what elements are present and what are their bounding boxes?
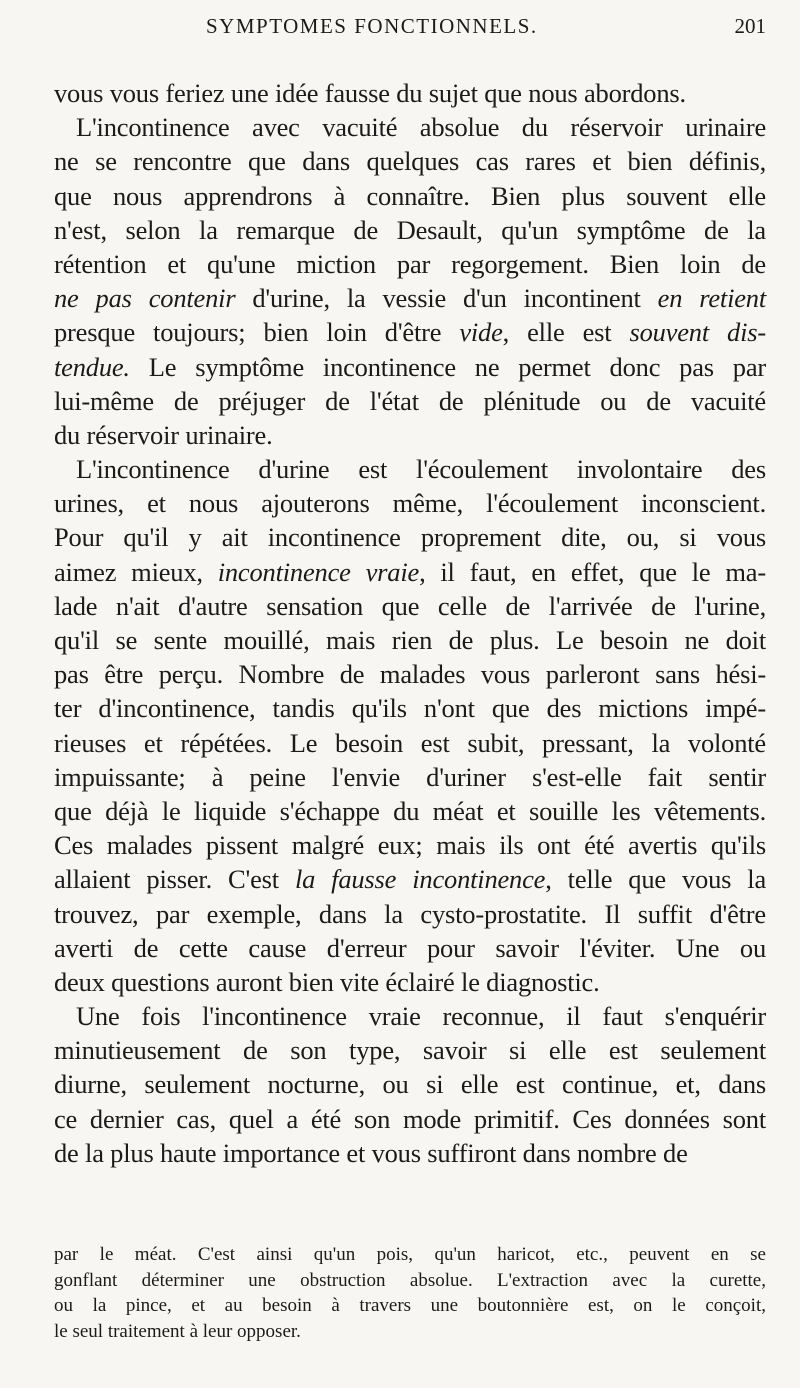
text-run: du réservoir urinaire. bbox=[54, 419, 273, 450]
body-text bbox=[54, 76, 766, 1170]
text-run: , telle que vous la bbox=[545, 864, 767, 895]
text-line bbox=[54, 965, 766, 999]
text-run: ce dernier cas, quel a été son mode primitif. Ces données sont bbox=[54, 1103, 766, 1134]
text-run: trouvez, par exemple, dans la cysto-prostatite. Il suffit d'être bbox=[54, 898, 766, 929]
text-run: qu'il se sente mouillé, mais rien de plus. Le besoin ne doit bbox=[54, 625, 766, 655]
text-run: lade n'ait d'autre sensation que celle de l'arrivée de l'urine, bbox=[54, 590, 766, 621]
text-run: ter d'incontinence, tandis qu'ils n'ont que des mictions impé- bbox=[54, 693, 766, 724]
paragraph bbox=[54, 452, 766, 999]
text-run: presque toujours; bien loin d'être bbox=[54, 317, 460, 348]
text-run: , elle est bbox=[502, 317, 630, 348]
text-run: Une fois l'incontinence vraie reconnue, il faut s'enquérir bbox=[76, 1001, 766, 1032]
text-line bbox=[54, 589, 766, 623]
text-run: Pour qu'il y ait incontinence proprement dite, ou, si vous bbox=[54, 522, 766, 553]
book-page bbox=[54, 0, 766, 1388]
text-line bbox=[54, 691, 766, 725]
text-line bbox=[54, 760, 766, 794]
text-run: minutieusement de son type, savoir si elle est seulement bbox=[54, 1035, 766, 1066]
text-line bbox=[54, 315, 766, 349]
text-line bbox=[54, 144, 766, 178]
text-run: Ces malades pissent malgré eux; mais ils ont été avertis qu'ils bbox=[54, 830, 766, 861]
paragraph bbox=[54, 110, 766, 452]
footnote bbox=[54, 1242, 766, 1344]
paragraph bbox=[54, 999, 766, 1170]
footnote-line: le seul traitement à leur opposer. bbox=[54, 1320, 301, 1342]
italic-text: en retient bbox=[657, 283, 767, 314]
text-line bbox=[54, 657, 766, 691]
italic-text: la fausse incontinence bbox=[294, 864, 546, 895]
text-line bbox=[54, 1102, 766, 1136]
text-run: ne se rencontre que dans quelques cas rares et bien définis, bbox=[54, 146, 766, 177]
text-line bbox=[54, 350, 766, 384]
text-run: L'incontinence d'urine est l'écoulement involontaire des bbox=[76, 454, 766, 485]
running-head bbox=[54, 14, 766, 44]
text-run: impuissante; à peine l'envie d'uriner s'est-elle fait sentir bbox=[54, 761, 766, 792]
text-line bbox=[54, 862, 766, 896]
text-run: L'incontinence avec vacuité absolue du réservoir urinaire bbox=[76, 112, 766, 143]
text-line bbox=[54, 1136, 766, 1170]
text-line bbox=[54, 726, 766, 760]
text-line bbox=[54, 828, 766, 862]
paragraph bbox=[54, 76, 766, 110]
text-line bbox=[54, 76, 766, 110]
text-line bbox=[54, 623, 766, 657]
text-line bbox=[54, 384, 766, 418]
text-run: rieuses et répétées. Le besoin est subit, pressant, la volonté bbox=[54, 727, 766, 758]
text-run: de la plus haute importance et vous suffiront dans nombre de bbox=[54, 1137, 688, 1168]
italic-text: tendue. bbox=[54, 351, 130, 382]
text-line bbox=[54, 555, 766, 589]
text-line bbox=[54, 281, 766, 315]
text-run: , il faut, en effet, que le ma- bbox=[419, 556, 766, 587]
text-line bbox=[54, 247, 766, 281]
text-run: que déjà le liquide s'échappe du méat et souille les vêtements. bbox=[54, 795, 766, 826]
text-run: Le symptôme incontinence ne permet donc pas par bbox=[129, 351, 766, 382]
text-line bbox=[54, 1033, 766, 1067]
italic-text: vide bbox=[459, 317, 503, 348]
text-line bbox=[54, 520, 766, 554]
text-run: aimez mieux, bbox=[54, 556, 218, 587]
text-run: rétention et qu'une miction par regorgement. Bien loin de bbox=[54, 248, 766, 279]
text-run: urines, et nous ajouterons même, l'écoulement inconscient. bbox=[54, 488, 766, 519]
text-line bbox=[54, 794, 766, 828]
footnote-line: ou la pince, et au besoin à travers une boutonnière est, on le conçoit, bbox=[54, 1295, 766, 1316]
text-run: n'est, selon la remarque de Desault, qu'un symptôme de la bbox=[54, 214, 766, 245]
footnote-line: gonflant déterminer une obstruction absolue. L'extraction avec la curette, bbox=[54, 1269, 766, 1291]
footnote-line: par le méat. C'est ainsi qu'un pois, qu'un haricot, etc., peuvent en se bbox=[54, 1244, 766, 1265]
text-line bbox=[54, 452, 766, 486]
text-run: que nous apprendrons à connaître. Bien plus souvent elle bbox=[54, 180, 766, 211]
running-title: SYMPTOMES FONCTIONNELS. bbox=[206, 14, 538, 38]
text-line bbox=[54, 931, 766, 965]
text-line bbox=[54, 999, 766, 1033]
text-line bbox=[54, 486, 766, 520]
text-line bbox=[54, 418, 766, 452]
italic-text: souvent dis- bbox=[629, 317, 766, 348]
text-run: diurne, seulement nocturne, ou si elle est continue, et, dans bbox=[54, 1069, 766, 1100]
text-line bbox=[54, 110, 766, 144]
text-run: averti de cette cause d'erreur pour savoir l'éviter. Une ou bbox=[54, 932, 766, 963]
text-line bbox=[54, 213, 766, 247]
page-number: 201 bbox=[734, 14, 766, 38]
text-line bbox=[54, 897, 766, 931]
text-line bbox=[54, 1067, 766, 1101]
text-run: allaient pisser. C'est bbox=[54, 864, 295, 895]
text-run: d'urine, la vessie d'un incontinent bbox=[235, 283, 658, 314]
text-run: lui-même de préjuger de l'état de plénitude ou de vacuité bbox=[54, 385, 766, 416]
text-line bbox=[54, 179, 766, 213]
italic-text: ne pas contenir bbox=[54, 283, 236, 314]
italic-text: incontinence vraie bbox=[217, 556, 420, 587]
text-run: vous vous feriez une idée fausse du sujet que nous abordons. bbox=[54, 78, 686, 108]
text-run: pas être perçu. Nombre de malades vous parleront sans hési- bbox=[54, 659, 766, 690]
text-run: deux questions auront bien vite éclairé le diagnostic. bbox=[54, 966, 600, 997]
